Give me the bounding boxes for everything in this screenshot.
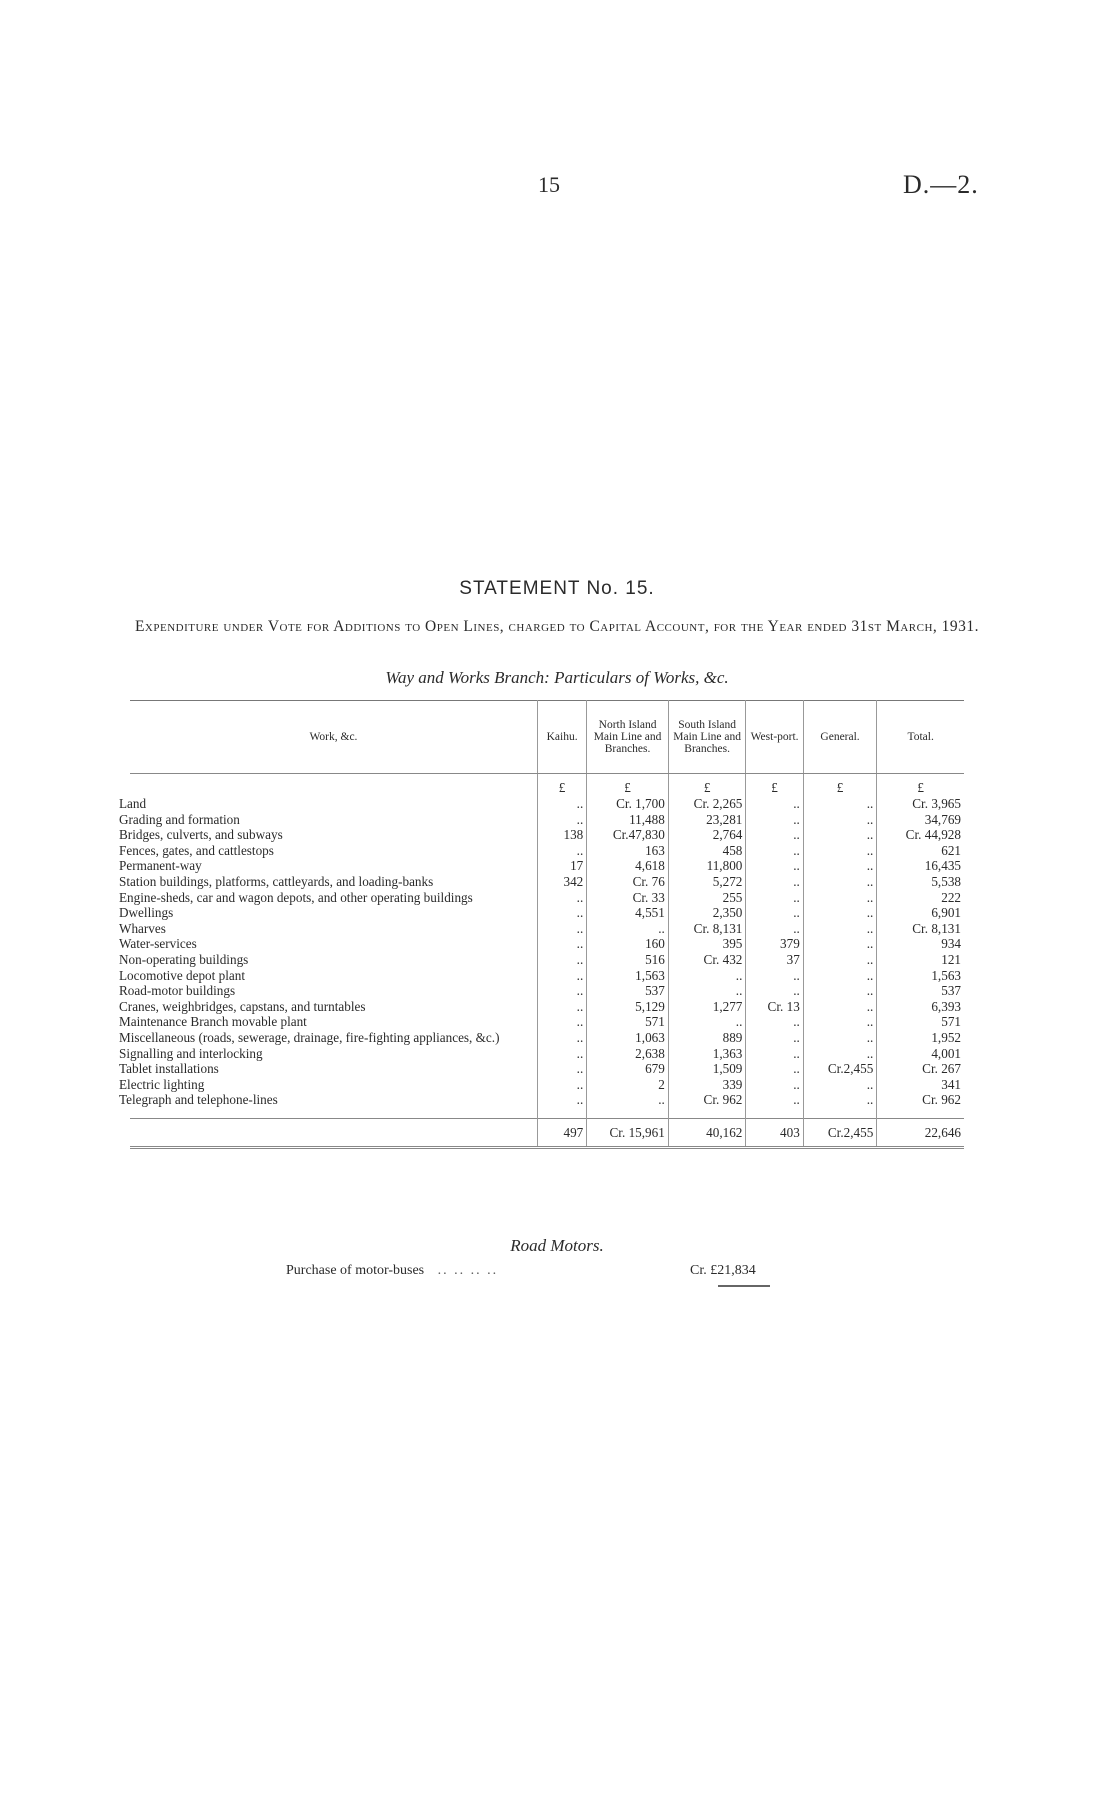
cell-south-island: Cr. 8,131 xyxy=(668,921,746,937)
table-row xyxy=(130,827,964,843)
cell-total: 16,435 xyxy=(877,858,964,874)
table-row xyxy=(130,983,964,999)
cell-westport: .. xyxy=(746,827,803,843)
work-label: Bridges, culverts, and subways xyxy=(119,827,283,843)
table-row xyxy=(130,858,964,874)
work-label: Electric lighting xyxy=(119,1076,205,1092)
unit-south-island: £ xyxy=(668,774,746,797)
cell-westport: .. xyxy=(746,874,803,890)
cell-total: 537 xyxy=(877,983,964,999)
cell-kaihu: .. xyxy=(537,921,586,937)
cell-general: .. xyxy=(803,858,877,874)
total-grand: 22,646 xyxy=(877,1118,964,1148)
cell-westport: .. xyxy=(746,1014,803,1030)
cell-general: .. xyxy=(803,952,877,968)
table-row xyxy=(130,936,964,952)
cell-general: .. xyxy=(803,1046,877,1062)
cell-south-island: 2,350 xyxy=(668,905,746,921)
cell-westport: 379 xyxy=(746,936,803,952)
cell-total: 1,563 xyxy=(877,968,964,984)
cell-south-island: Cr. 432 xyxy=(668,952,746,968)
total-north-island: Cr. 15,961 xyxy=(587,1118,669,1148)
cell-general: .. xyxy=(803,983,877,999)
cell-north-island: 679 xyxy=(587,1061,669,1077)
page-number: 15 xyxy=(538,172,560,197)
cell-north-island: 5,129 xyxy=(587,999,669,1015)
cell-westport: .. xyxy=(746,812,803,828)
cell-westport: .. xyxy=(746,905,803,921)
table-header-row xyxy=(130,701,964,774)
cell-north-island: 1,063 xyxy=(587,1030,669,1046)
cell-kaihu: 138 xyxy=(537,827,586,843)
cell-westport: .. xyxy=(746,1092,803,1108)
cell-kaihu: .. xyxy=(537,843,586,859)
work-label: Miscellaneous (roads, sewerage, drainage, fire-fighting appliances, &c.) xyxy=(119,1029,500,1045)
cell-total: Cr. 267 xyxy=(877,1061,964,1077)
table-row xyxy=(130,905,964,921)
cell-north-island: Cr.47,830 xyxy=(587,827,669,843)
work-label: Water-services xyxy=(119,936,197,952)
table-row xyxy=(130,1061,964,1077)
work-label: Fences, gates, and cattlestops xyxy=(119,842,274,858)
document-reference: D.—2. xyxy=(903,170,979,199)
cell-total: Cr. 962 xyxy=(877,1092,964,1108)
table-row xyxy=(130,1092,964,1108)
table-row xyxy=(130,1077,964,1093)
cell-total: 4,001 xyxy=(877,1046,964,1062)
cell-north-island: Cr. 76 xyxy=(587,874,669,890)
cell-kaihu: .. xyxy=(537,1061,586,1077)
cell-south-island: 11,800 xyxy=(668,858,746,874)
cell-south-island: .. xyxy=(668,968,746,984)
cell-kaihu: .. xyxy=(537,952,586,968)
cell-kaihu: .. xyxy=(537,905,586,921)
work-label: Telegraph and telephone-lines xyxy=(119,1092,278,1108)
cell-total: 621 xyxy=(877,843,964,859)
total-kaihu: 497 xyxy=(537,1118,586,1148)
cell-south-island: 889 xyxy=(668,1030,746,1046)
col-header-kaihu: Kaihu. xyxy=(537,701,586,774)
cell-kaihu: .. xyxy=(537,1046,586,1062)
cell-total: 34,769 xyxy=(877,812,964,828)
table-row xyxy=(130,890,964,906)
cell-south-island: 5,272 xyxy=(668,874,746,890)
col-header-total: Total. xyxy=(877,701,964,774)
work-label: Signalling and interlocking xyxy=(119,1045,263,1061)
cell-south-island: 458 xyxy=(668,843,746,859)
cell-total: 121 xyxy=(877,952,964,968)
road-motors-line xyxy=(286,1263,498,1279)
cell-north-island: 4,618 xyxy=(587,858,669,874)
cell-westport: .. xyxy=(746,921,803,937)
statement-title: STATEMENT No. 15. xyxy=(459,578,655,599)
cell-general: Cr.2,455 xyxy=(803,1061,877,1077)
table-row xyxy=(130,952,964,968)
work-label: Permanent-way xyxy=(119,858,202,874)
cell-total: 341 xyxy=(877,1077,964,1093)
cell-general: .. xyxy=(803,812,877,828)
road-motors-leader: .. .. .. .. xyxy=(437,1263,499,1278)
cell-south-island: 1,509 xyxy=(668,1061,746,1077)
cell-kaihu: .. xyxy=(537,890,586,906)
cell-general: .. xyxy=(803,1077,877,1093)
cell-westport: .. xyxy=(746,890,803,906)
col-header-westport: West-port. xyxy=(746,701,803,774)
work-label: Locomotive depot plant xyxy=(119,967,245,983)
work-label: Cranes, weighbridges, capstans, and turntables xyxy=(119,998,366,1014)
work-label: Maintenance Branch movable plant xyxy=(119,1014,307,1030)
cell-westport: .. xyxy=(746,1046,803,1062)
col-header-north-island: North Island Main Line and Branches. xyxy=(587,701,669,774)
cell-north-island: 571 xyxy=(587,1014,669,1030)
cell-kaihu: .. xyxy=(537,983,586,999)
cell-south-island: Cr. 2,265 xyxy=(668,796,746,812)
work-label: Tablet installations xyxy=(119,1061,219,1077)
cell-north-island: 516 xyxy=(587,952,669,968)
cell-kaihu: .. xyxy=(537,999,586,1015)
cell-north-island: 1,563 xyxy=(587,968,669,984)
cell-north-island: 163 xyxy=(587,843,669,859)
total-general: Cr.2,455 xyxy=(803,1118,877,1148)
road-motors-label: Purchase of motor-buses xyxy=(286,1263,425,1278)
units-row xyxy=(130,774,964,797)
total-south-island: 40,162 xyxy=(668,1118,746,1148)
work-label: Grading and formation xyxy=(119,811,240,827)
cell-south-island: 339 xyxy=(668,1077,746,1093)
road-motors-value: Cr. £21,834 xyxy=(690,1263,756,1278)
col-header-general: General. xyxy=(803,701,877,774)
work-label: Land xyxy=(119,796,147,811)
table-row xyxy=(130,812,964,828)
cell-westport: .. xyxy=(746,843,803,859)
cell-north-island: .. xyxy=(587,1092,669,1108)
cell-north-island: .. xyxy=(587,921,669,937)
cell-general: .. xyxy=(803,1014,877,1030)
cell-kaihu: .. xyxy=(537,1077,586,1093)
table-row xyxy=(130,999,964,1015)
cell-north-island: 2,638 xyxy=(587,1046,669,1062)
cell-total: 571 xyxy=(877,1014,964,1030)
cell-general: .. xyxy=(803,843,877,859)
works-table xyxy=(119,700,964,1149)
cell-south-island: 1,363 xyxy=(668,1046,746,1062)
cell-kaihu: 342 xyxy=(537,874,586,890)
table-row xyxy=(130,874,964,890)
work-label: Road-motor buildings xyxy=(119,983,236,999)
cell-total: 6,393 xyxy=(877,999,964,1015)
cell-general: .. xyxy=(803,921,877,937)
unit-north-island: £ xyxy=(587,774,669,797)
road-motors-title: Road Motors. xyxy=(510,1236,604,1255)
cell-north-island: 4,551 xyxy=(587,905,669,921)
cell-general: .. xyxy=(803,874,877,890)
cell-general: .. xyxy=(803,968,877,984)
unit-westport: £ xyxy=(746,774,803,797)
road-motors-underline xyxy=(718,1285,770,1287)
cell-general: .. xyxy=(803,796,877,812)
table-row xyxy=(130,1046,964,1062)
table-row xyxy=(130,796,964,812)
work-label: Dwellings xyxy=(119,905,174,921)
cell-westport: .. xyxy=(746,968,803,984)
cell-kaihu: .. xyxy=(537,812,586,828)
cell-north-island: 11,488 xyxy=(587,812,669,828)
cell-westport: .. xyxy=(746,1061,803,1077)
cell-kaihu: .. xyxy=(537,796,586,812)
total-westport: 403 xyxy=(746,1118,803,1148)
cell-total: 5,538 xyxy=(877,874,964,890)
cell-westport: .. xyxy=(746,983,803,999)
cell-south-island: Cr. 962 xyxy=(668,1092,746,1108)
cell-total: Cr. 3,965 xyxy=(877,796,964,812)
cell-south-island: 23,281 xyxy=(668,812,746,828)
unit-total: £ xyxy=(877,774,964,797)
cell-general: .. xyxy=(803,905,877,921)
cell-total: 1,952 xyxy=(877,1030,964,1046)
cell-total: 6,901 xyxy=(877,905,964,921)
cell-total: 934 xyxy=(877,936,964,952)
cell-general: .. xyxy=(803,999,877,1015)
unit-kaihu: £ xyxy=(537,774,586,797)
cell-south-island: .. xyxy=(668,1014,746,1030)
cell-kaihu: 17 xyxy=(537,858,586,874)
cell-general: .. xyxy=(803,1092,877,1108)
work-label: Non-operating buildings xyxy=(119,951,249,967)
table-row xyxy=(130,968,964,984)
cell-north-island: Cr. 33 xyxy=(587,890,669,906)
cell-general: .. xyxy=(803,1030,877,1046)
cell-kaihu: .. xyxy=(537,1014,586,1030)
table-row xyxy=(130,921,964,937)
cell-north-island: Cr. 1,700 xyxy=(587,796,669,812)
cell-north-island: 537 xyxy=(587,983,669,999)
cell-westport: .. xyxy=(746,796,803,812)
col-header-south-island: South Island Main Line and Branches. xyxy=(668,701,746,774)
cell-westport: .. xyxy=(746,1077,803,1093)
table-row xyxy=(130,843,964,859)
cell-north-island: 160 xyxy=(587,936,669,952)
work-label: Station buildings, platforms, cattleyards, and loading-banks xyxy=(119,873,434,889)
unit-general: £ xyxy=(803,774,877,797)
cell-westport: 37 xyxy=(746,952,803,968)
statement-subtitle: Expenditure under Vote for Additions to Open Lines, charged to Capital Account, for the Year ended 31st March, 1931. xyxy=(134,618,980,635)
work-label: Wharves xyxy=(119,920,166,936)
cell-south-island: 2,764 xyxy=(668,827,746,843)
cell-westport: .. xyxy=(746,1030,803,1046)
col-header-work: Work, &c. xyxy=(130,701,537,774)
branch-heading: Way and Works Branch: Particulars of Works, &c. xyxy=(385,668,729,687)
cell-total: Cr. 44,928 xyxy=(877,827,964,843)
work-label: Engine-sheds, car and wagon depots, and other operating buildings xyxy=(119,889,473,905)
cell-general: .. xyxy=(803,936,877,952)
cell-north-island: 2 xyxy=(587,1077,669,1093)
cell-kaihu: .. xyxy=(537,1092,586,1108)
cell-kaihu: .. xyxy=(537,936,586,952)
spacer-row xyxy=(130,1108,964,1119)
cell-south-island: 1,277 xyxy=(668,999,746,1015)
cell-south-island: 395 xyxy=(668,936,746,952)
cell-total: Cr. 8,131 xyxy=(877,921,964,937)
cell-kaihu: .. xyxy=(537,1030,586,1046)
cell-kaihu: .. xyxy=(537,968,586,984)
cell-south-island: .. xyxy=(668,983,746,999)
cell-south-island: 255 xyxy=(668,890,746,906)
totals-row xyxy=(130,1118,964,1148)
cell-westport: Cr. 13 xyxy=(746,999,803,1015)
table-row xyxy=(130,1014,964,1030)
table-row xyxy=(130,1030,964,1046)
cell-westport: .. xyxy=(746,858,803,874)
cell-general: .. xyxy=(803,827,877,843)
cell-general: .. xyxy=(803,890,877,906)
cell-total: 222 xyxy=(877,890,964,906)
